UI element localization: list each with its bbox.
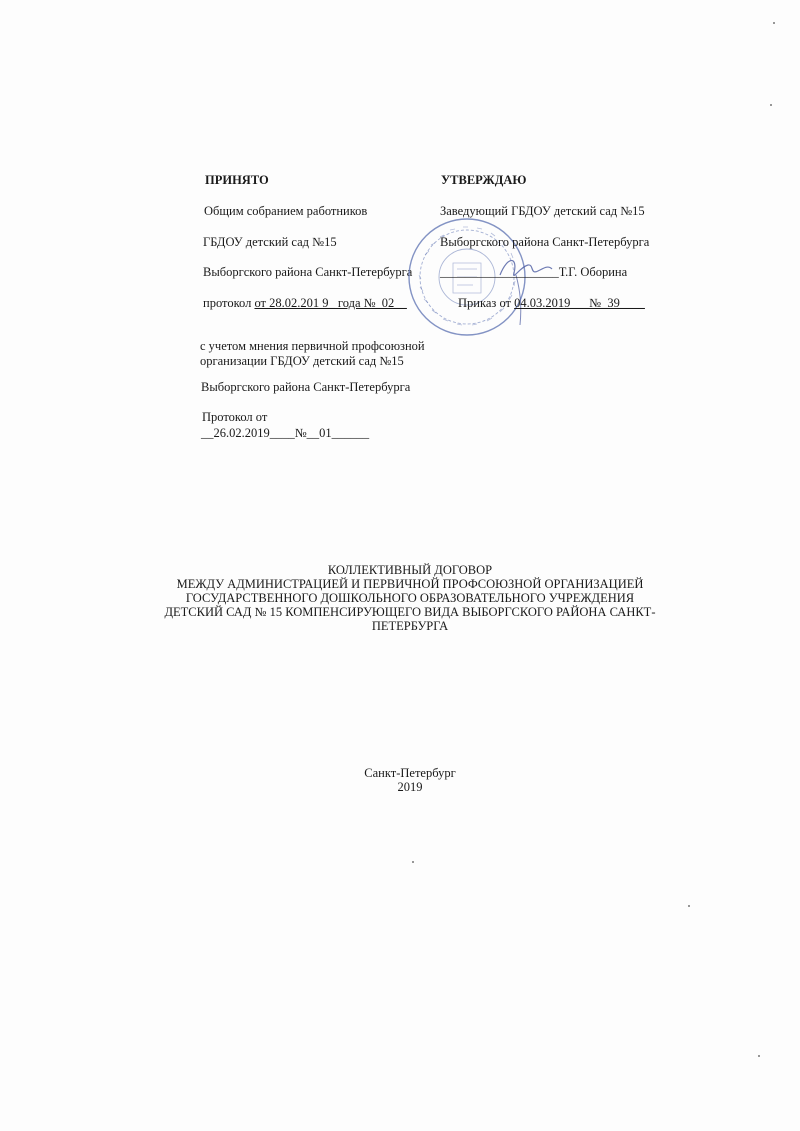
- title-line-1: КОЛЛЕКТИВНЫЙ ДОГОВОР: [327, 563, 493, 577]
- approve-order-label: Приказ от: [458, 296, 515, 310]
- union-protocol-details: __26.02.2019____№__01______: [201, 426, 370, 440]
- union-line-1: с учетом мнения первичной профсоюзной: [200, 339, 425, 353]
- union-line-2: организации ГБДОУ детский сад №15: [200, 354, 404, 368]
- scan-speck: [758, 1055, 760, 1057]
- accepted-line-2: ГБДОУ детский сад №15: [203, 235, 337, 249]
- accepted-line-3: Выборгского района Санкт-Петербурга: [203, 265, 413, 279]
- title-line-2: МЕЖДУ АДМИНИСТРАЦИЕЙ И ПЕРВИЧНОЙ ПРОФСОЮЗНОЙ ОРГАНИЗАЦИЕЙ: [176, 577, 644, 591]
- scan-speck: [773, 22, 775, 24]
- approve-order-details: 04.03.2019___№_39____: [514, 296, 645, 310]
- scan-speck: [412, 861, 414, 863]
- signature-mark: [490, 245, 560, 330]
- accepted-protocol-prefix: протокол: [203, 296, 255, 310]
- document-footer: [150, 766, 670, 794]
- footer-city: Санкт-Петербург: [364, 766, 456, 780]
- document-title: [150, 563, 670, 633]
- approve-signature-line: ___________________Т.Г. Оборина: [440, 265, 628, 279]
- approve-line-2: Выборгского района Санкт-Петербурга: [440, 235, 650, 249]
- title-line-5: ПЕТЕРБУРГА: [371, 619, 449, 633]
- accepted-protocol-details: от 28.02.201 9_ года №_02__: [254, 296, 407, 310]
- footer-year: 2019: [397, 780, 423, 794]
- accepted-line-1: Общим собранием работников: [204, 204, 368, 218]
- union-protocol-label: Протокол от: [202, 410, 268, 424]
- approve-line-1: Заведующий ГБДОУ детский сад №15: [440, 204, 645, 218]
- accepted-heading: ПРИНЯТО: [205, 173, 269, 187]
- title-line-4: ДЕТСКИЙ САД № 15 КОМПЕНСИРУЮЩЕГО ВИДА ВЫБОРГСКОГО РАЙОНА САНКТ-: [164, 605, 656, 619]
- scan-speck: [770, 104, 772, 106]
- union-line-3: Выборгского района Санкт-Петербурга: [201, 380, 411, 394]
- scan-speck: [688, 905, 690, 907]
- approve-heading: УТВЕРЖДАЮ: [441, 173, 527, 187]
- title-line-3: ГОСУДАРСТВЕННОГО ДОШКОЛЬНОГО ОБРАЗОВАТЕЛЬНОГО УЧРЕЖДЕНИЯ: [185, 591, 635, 605]
- accepted-protocol: [203, 296, 407, 311]
- approve-order: [458, 296, 645, 311]
